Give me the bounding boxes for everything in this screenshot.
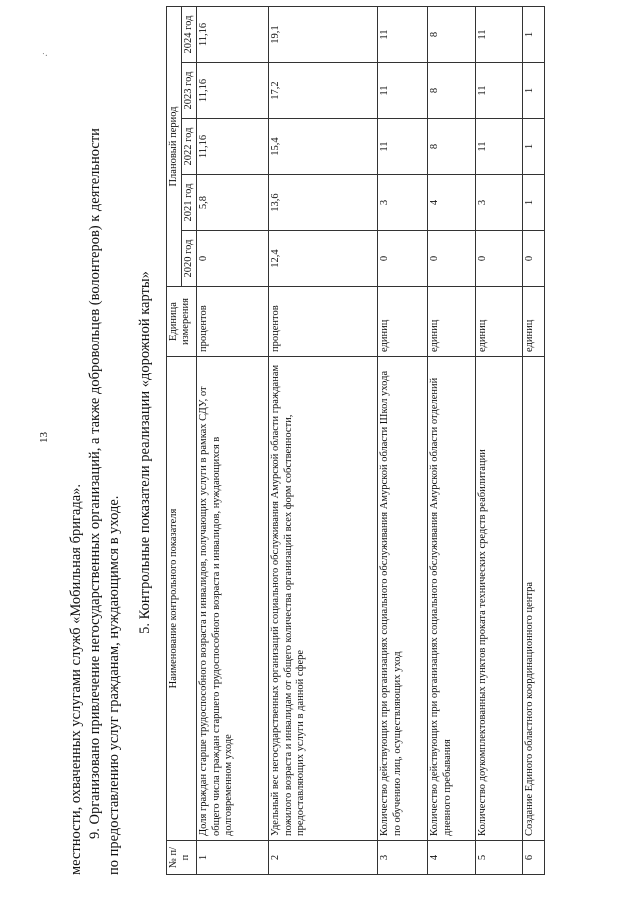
row-value: 11,16 (197, 7, 269, 63)
row-name: Доля граждан старше трудоспособного возраста и инвалидов, получающих услуги в рамках СДУ, от общего числа граждан старшего трудоспособного возраста и инвалидов, нуждающихся в долговременном уходе (197, 357, 269, 841)
row-unit: единиц (476, 287, 523, 357)
row-value: 1 (523, 119, 545, 175)
row-value: 12,4 (269, 231, 378, 287)
row-value: 0 (428, 231, 476, 287)
section-title: 5. Контрольные показатели реализации «дорожной карты» (137, 271, 153, 634)
row-value: 0 (523, 231, 545, 287)
row-unit: процентов (197, 287, 269, 357)
row-value: 11 (476, 63, 523, 119)
table-row (476, 7, 523, 875)
row-value: 19,1 (269, 7, 378, 63)
row-value: 8 (428, 63, 476, 119)
row-value: 11 (378, 7, 428, 63)
row-num: 1 (197, 841, 269, 875)
row-unit: процентов (269, 287, 378, 357)
header-year: 2020 год (182, 231, 197, 287)
table-row (378, 7, 428, 875)
row-value: 8 (428, 7, 476, 63)
row-name: Удельный вес негосударственных организаций социального обслуживания Амурской области гражданам пожилого возраста и инвалидам от общего количества организаций всех форм собственности, предоставляющих услуги в данной сфере (269, 357, 378, 841)
header-unit: Единица измерения (167, 287, 197, 357)
row-value: 11 (378, 119, 428, 175)
table-row (428, 7, 476, 875)
scan-mark: ·̇ (42, 53, 53, 57)
row-value: 0 (197, 231, 269, 287)
header-name: Наименование контрольного показателя (167, 357, 197, 841)
row-value: 11,16 (197, 119, 269, 175)
row-value: 8 (428, 119, 476, 175)
row-num: 4 (428, 841, 476, 875)
row-num: 3 (378, 841, 428, 875)
row-value: 0 (378, 231, 428, 287)
row-value: 1 (523, 7, 545, 63)
row-unit: единиц (523, 287, 545, 357)
row-name: Создание Единого областного координационного центра (523, 357, 545, 841)
row-value: 15,4 (269, 119, 378, 175)
row-value: 17,2 (269, 63, 378, 119)
header-year: 2023 год (182, 63, 197, 119)
header-year: 2022 год (182, 119, 197, 175)
row-value: 11 (476, 119, 523, 175)
row-value: 11 (378, 63, 428, 119)
paragraph-line-3: по предоставлению услуг гражданам, нуждающимся в уходе. (106, 495, 122, 875)
row-value: 11 (476, 7, 523, 63)
row-unit: единиц (378, 287, 428, 357)
row-value: 3 (378, 175, 428, 231)
row-name: Количество доукомплектованных пунктов проката технических средств реабилитации (476, 357, 523, 841)
row-name: Количество действующих при организациях социального обслуживания Амурской области Школ ухода по обучению лиц, осуществляющих уход (378, 357, 428, 841)
row-unit: единиц (428, 287, 476, 357)
paragraph-line-2: 9. Организовано привлечение негосударственных организаций, а также добровольцев (волонтеров) к деятельности (87, 128, 103, 839)
row-value: 0 (476, 231, 523, 287)
paragraph-line-1: местности, охваченных услугами служб «Мобильная бригада». (68, 483, 84, 875)
row-value: 3 (476, 175, 523, 231)
page-number: 13 (38, 432, 50, 443)
header-year: 2024 год (182, 7, 197, 63)
header-num: № п/п (167, 841, 197, 875)
row-num: 6 (523, 841, 545, 875)
row-value: 1 (523, 63, 545, 119)
row-value: 1 (523, 175, 545, 231)
table-row (197, 7, 269, 875)
row-value: 11,16 (197, 63, 269, 119)
row-value: 4 (428, 175, 476, 231)
header-year: 2021 год (182, 175, 197, 231)
row-name: Количество действующих при организациях социального обслуживания Амурской области отделений дневного пребывания (428, 357, 476, 841)
table-row (523, 7, 545, 875)
row-num: 2 (269, 841, 378, 875)
header-period: Плановый период (167, 7, 182, 287)
row-value: 13,6 (269, 175, 378, 231)
row-num: 5 (476, 841, 523, 875)
indicators-table (166, 6, 545, 875)
row-value: 5,8 (197, 175, 269, 231)
table-row (269, 7, 378, 875)
